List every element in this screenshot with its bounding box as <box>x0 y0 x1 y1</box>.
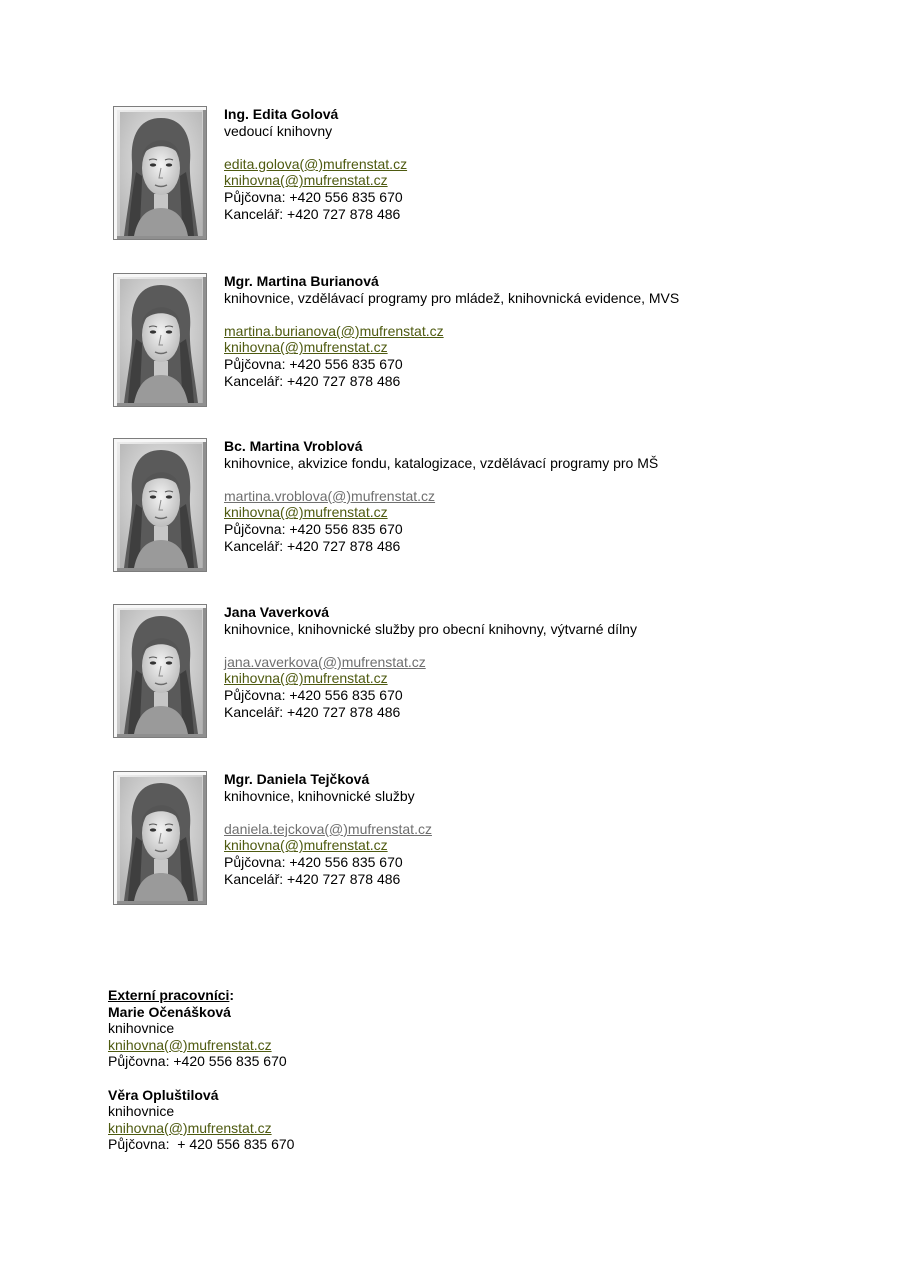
portrait-image <box>120 112 202 236</box>
staff-info <box>224 771 432 887</box>
loan-phone: Půjčovna: +420 556 835 670 <box>224 355 403 372</box>
external-heading-colon: : <box>229 987 235 1003</box>
staff-entry <box>113 604 813 744</box>
staff-photo <box>113 106 207 240</box>
staff-info <box>224 273 679 389</box>
staff-name: Jana Vaverková <box>224 604 330 620</box>
staff-entry <box>113 771 813 911</box>
library-email-link[interactable]: knihovna(@)mufrenstat.cz <box>108 1036 272 1053</box>
external-workers-section <box>108 987 294 1153</box>
office-phone: Kancelář: +420 727 878 486 <box>224 537 401 554</box>
office-phone: Kancelář: +420 727 878 486 <box>224 703 401 720</box>
staff-entry <box>113 106 813 246</box>
staff-email-link[interactable]: martina.vroblova(@)mufrenstat.cz <box>224 487 436 504</box>
external-name: Marie Očenášková <box>108 1003 231 1020</box>
staff-name: Bc. Martina Vroblová <box>224 438 363 454</box>
staff-name: Mgr. Martina Burianová <box>224 273 379 289</box>
staff-entry <box>113 438 813 578</box>
loan-phone: Půjčovna: +420 556 835 670 <box>108 1053 287 1070</box>
external-name: Věra Opluštilová <box>108 1086 219 1103</box>
staff-photo <box>113 604 207 738</box>
external-heading <box>108 987 294 1004</box>
staff-role: knihovnice, knihovnické služby <box>224 787 415 804</box>
staff-email-link[interactable]: jana.vaverkova(@)mufrenstat.cz <box>224 653 426 670</box>
library-email-link[interactable]: knihovna(@)mufrenstat.cz <box>224 837 388 854</box>
library-email-link[interactable]: knihovna(@)mufrenstat.cz <box>224 504 388 521</box>
loan-phone: Půjčovna: +420 556 835 670 <box>224 520 403 537</box>
office-phone: Kancelář: +420 727 878 486 <box>224 205 401 222</box>
external-role: knihovnice <box>108 1020 175 1037</box>
loan-phone: Půjčovna: +420 556 835 670 <box>224 188 403 205</box>
staff-name: Mgr. Daniela Tejčková <box>224 771 370 787</box>
office-phone: Kancelář: +420 727 878 486 <box>224 870 401 887</box>
portrait-image <box>120 444 202 568</box>
loan-phone: Půjčovna: +420 556 835 670 <box>224 686 403 703</box>
loan-phone: Půjčovna: +420 556 835 670 <box>224 853 403 870</box>
external-role: knihovnice <box>108 1103 175 1120</box>
external-heading-text: Externí pracovníci <box>108 987 230 1003</box>
library-email-link[interactable]: knihovna(@)mufrenstat.cz <box>224 670 388 687</box>
staff-role: vedoucí knihovny <box>224 122 333 139</box>
staff-name: Ing. Edita Golová <box>224 106 339 122</box>
library-email-link[interactable]: knihovna(@)mufrenstat.cz <box>224 339 388 356</box>
staff-info <box>224 438 658 554</box>
office-phone: Kancelář: +420 727 878 486 <box>224 372 401 389</box>
staff-info <box>224 604 637 720</box>
loan-phone: Půjčovna: + 420 556 835 670 <box>108 1136 295 1153</box>
portrait-image <box>120 777 202 901</box>
staff-email-link[interactable]: daniela.tejckova(@)mufrenstat.cz <box>224 820 432 837</box>
staff-entry <box>113 273 813 413</box>
library-email-link[interactable]: knihovna(@)mufrenstat.cz <box>108 1119 272 1136</box>
staff-role: knihovnice, akvizice fondu, katalogizace, vzdělávací programy pro MŠ <box>224 454 659 471</box>
staff-role: knihovnice, knihovnické služby pro obecní knihovny, výtvarné dílny <box>224 620 637 637</box>
staff-info <box>224 106 407 222</box>
staff-role: knihovnice, vzdělávací programy pro mládež, knihovnická evidence, MVS <box>224 289 680 306</box>
library-email-link[interactable]: knihovna(@)mufrenstat.cz <box>224 172 388 189</box>
portrait-image <box>120 610 202 734</box>
staff-photo <box>113 771 207 905</box>
staff-email-link[interactable]: edita.golova(@)mufrenstat.cz <box>224 155 408 172</box>
portrait-image <box>120 279 202 403</box>
staff-photo <box>113 438 207 572</box>
staff-photo <box>113 273 207 407</box>
staff-email-link[interactable]: martina.burianova(@)mufrenstat.cz <box>224 322 444 339</box>
